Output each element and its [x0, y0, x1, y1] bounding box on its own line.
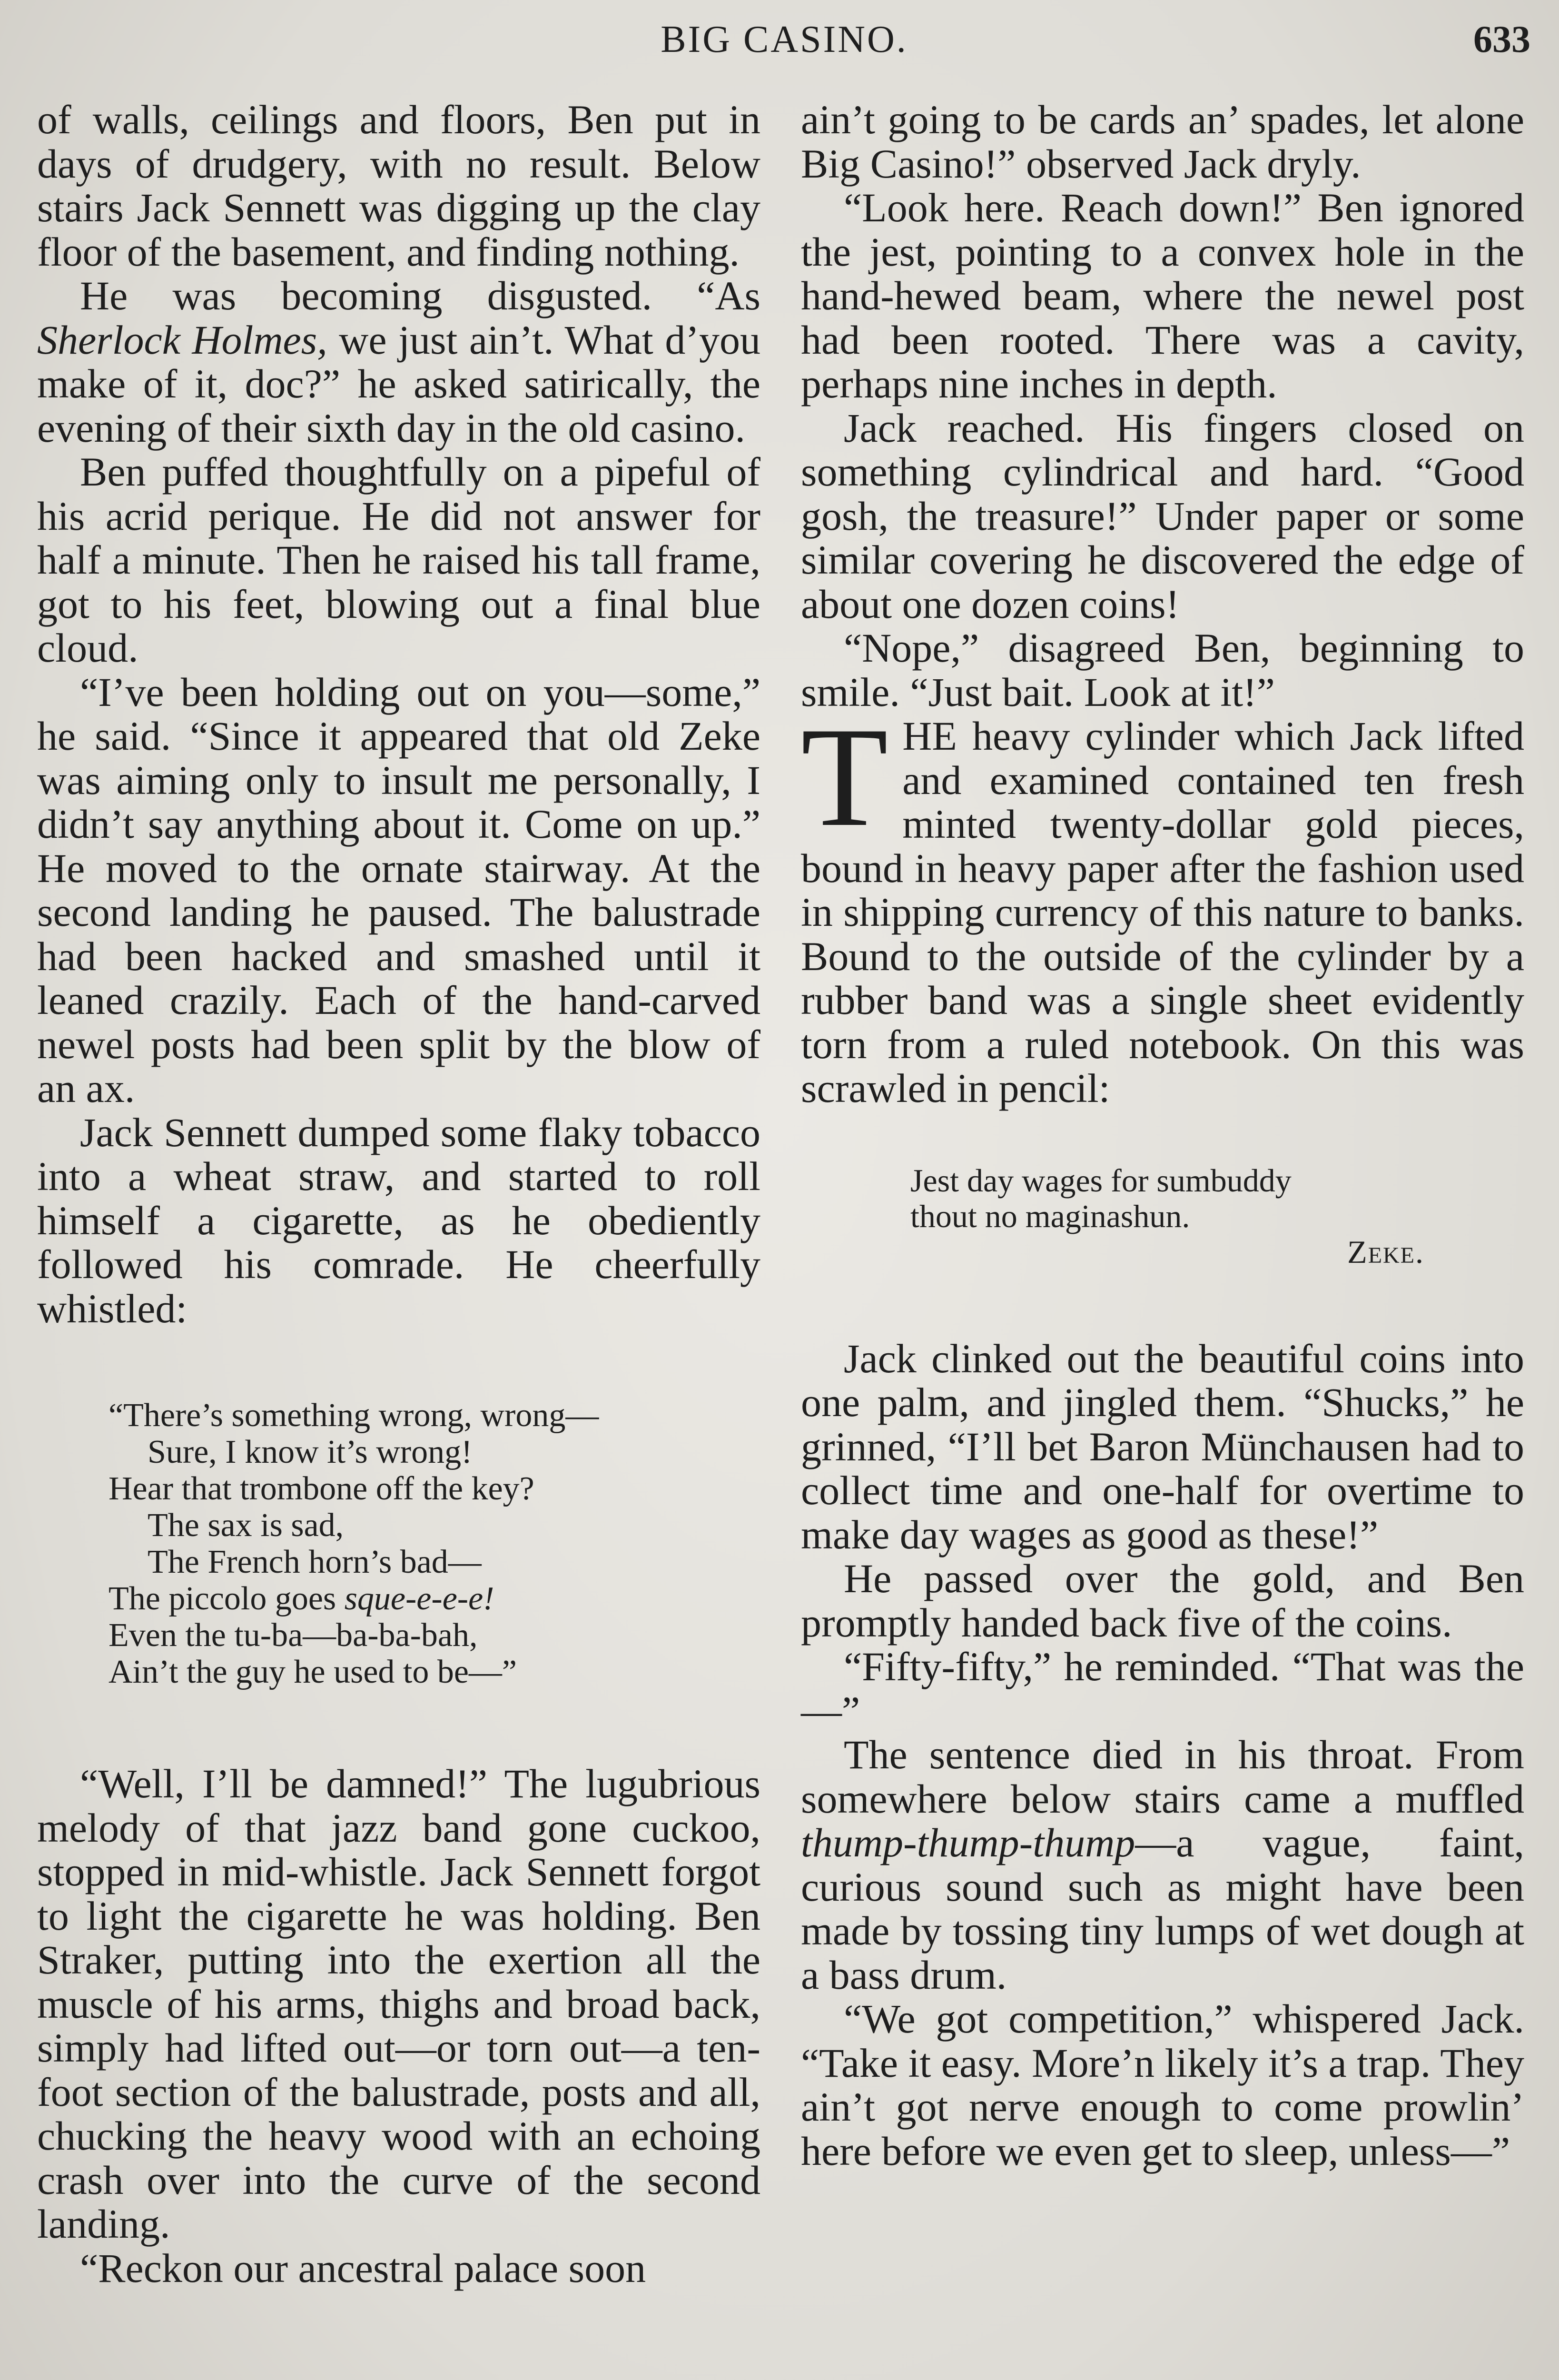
- text-run: we just ain’t. What d’you make of it, doc?” he asked satirically, the evening of their sixth day in the old casino.: [37, 317, 760, 451]
- paragraph: Ben puffed thoughtfully on a pipeful of his acrid perique. He did not answer for half a minute. Then he raised his tall frame, got to his feet, blowing out a final blue cloud.: [37, 449, 760, 671]
- italic-title: Sherlock Holmes,: [37, 317, 327, 363]
- verse-line: Ain’t the guy he used to be—”: [109, 1654, 517, 1690]
- text-run: The piccolo goes: [109, 1580, 345, 1617]
- paragraph: [801, 1733, 1524, 1997]
- song-verse: [109, 1397, 760, 1690]
- italic-sound: sque-e-e-e!: [344, 1580, 494, 1617]
- paragraph: “Look here. Reach down!” Ben ignored the jest, pointing to a convex hole in the hand-hewed beam, where the newel post had been rooted. There was a cavity, perhaps nine inches in depth.: [801, 185, 1524, 407]
- note-line: Jest day wages for sumbuddy: [910, 1162, 1292, 1199]
- paragraph: Jack clinked out the beautiful coins into one palm, and jingled them. “Shucks,” he grinned, “I’ll bet Baron Münchausen had to collect time and one-half for overtime to make day wages as good as these!”: [801, 1335, 1524, 1557]
- text-run: He was becoming disgusted. “As: [80, 273, 760, 318]
- right-column: [801, 98, 1524, 2173]
- text-run: —a vague, faint, curious sound such as might have been made by tossing tiny lumps of wet dough at a bass drum.: [801, 1820, 1524, 1998]
- paragraph: of walls, ceilings and floors, Ben put in days of drudgery, with no result. Below stairs Jack Sennett was digging up the clay floor of the basement, and finding nothing.: [37, 97, 760, 275]
- paragraph: ain’t going to be cards an’ spades, let alone Big Casino!” observed Jack dryly.: [801, 97, 1524, 187]
- page-number: 633: [1473, 19, 1530, 60]
- paragraph: “We got competition,” whispered Jack. “Take it easy. More’n likely it’s a trap. They ain’t got nerve enough to come prowlin’ here before we even get to sleep, unless—”: [801, 1996, 1524, 2174]
- paragraph: “Reckon our ancestral palace soon: [80, 2245, 646, 2291]
- left-column: [37, 98, 760, 2290]
- drop-cap: T: [801, 698, 888, 856]
- paragraph: “Nope,” disagreed Ben, beginning to smile. “Just bait. Look at it!”: [801, 625, 1524, 715]
- running-head: BIG CASINO.: [661, 19, 908, 60]
- paragraph: “Well, I’ll be damned!” The lugubrious melody of that jazz band gone cuckoo, stopped in mid-whistle. Jack Sennett forgot to light the cigarette he was holding. Ben Straker, putting into the exertion all the muscle of his arms, thighs and broad back, simply had lifted out—or torn out—a ten-foot section of the balustrade, posts and all, chucking the heavy wood with an echoing crash over into the curve of the second landing.: [37, 1761, 760, 2247]
- paragraph: He passed over the gold, and Ben promptly handed back five of the coins.: [801, 1556, 1524, 1646]
- paragraph: Jack reached. His fingers closed on something cylindrical and hard. “Good gosh, the treasure!” Under paper or some similar covering he discovered the edge of about one dozen coins!: [801, 405, 1524, 627]
- verse-line: The French horn’s bad—: [148, 1544, 482, 1580]
- pencil-note: [910, 1163, 1524, 1270]
- italic-sound: thump-thump-thump: [801, 1820, 1135, 1865]
- note-signature: Zeke.: [1347, 1233, 1424, 1270]
- paragraph: “I’ve been holding out on you—some,” he said. “Since it appeared that old Zeke was aiming only to insult me personally, I didn’t say anything about it. Come on up.” He moved to the ornate stairway. At the second landing he paused. The balustrade had been hacked and smashed until it leaned crazily. Each of the hand-carved newel posts had been split by the blow of an ax.: [37, 669, 760, 1111]
- paragraph: “Fifty-fifty,” he reminded. “That was the—”: [801, 1644, 1524, 1734]
- verse-line: “There’s something wrong, wrong—: [109, 1397, 599, 1434]
- note-line: thout no maginashun.: [910, 1198, 1190, 1234]
- verse-line: [109, 1580, 760, 1617]
- paragraph: Jack Sennett dumped some flaky tobacco into a wheat straw, and started to roll himself a cigarette, as he obediently followed his comrade. He cheerfully whistled:: [37, 1109, 760, 1331]
- verse-line: The sax is sad,: [148, 1507, 344, 1544]
- text-run: The sentence died in his throat. From somewhere below stairs came a muffled: [801, 1732, 1524, 1822]
- verse-line: Hear that trombone off the key?: [109, 1470, 534, 1507]
- page-header: [38, 13, 1530, 66]
- section-start-paragraph: [801, 698, 1524, 1111]
- verse-line: Even the tu-ba—ba-ba-bah,: [109, 1617, 478, 1654]
- verse-line: Sure, I know it’s wrong!: [148, 1434, 473, 1470]
- text-run: HE heavy cylinder which Jack lifted and examined contained ten fresh minted twenty-dollar gold pieces, bound in heavy paper after the fashion used in shipping currency of this nature to banks. Bound to the outside of the cylinder by a rubber band was a single sheet evidently torn from a ruled notebook. On this was scrawled in pencil:: [801, 713, 1524, 1111]
- paragraph: [37, 274, 760, 450]
